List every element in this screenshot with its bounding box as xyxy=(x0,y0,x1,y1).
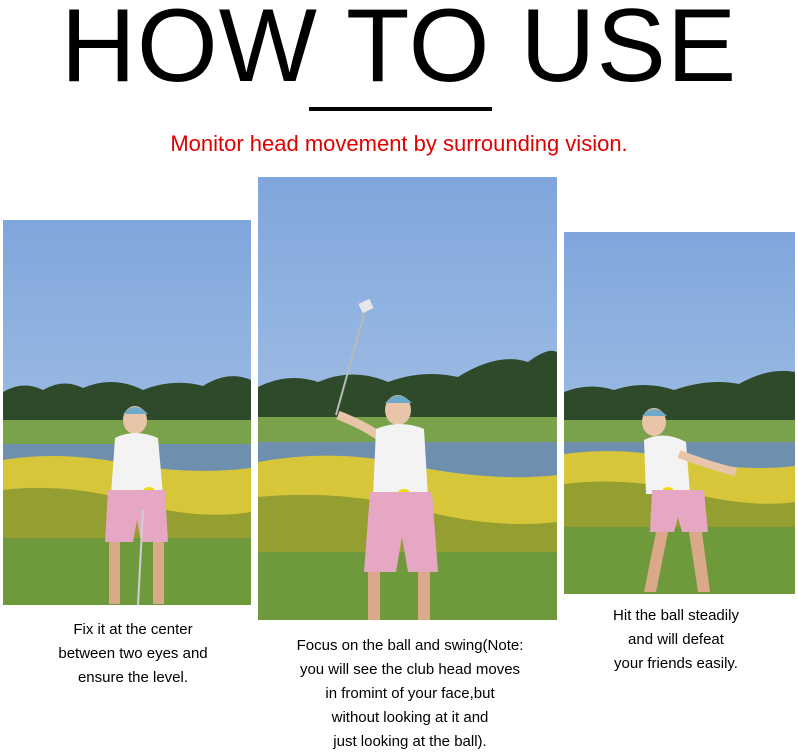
step-2-caption xyxy=(268,634,552,754)
page-title: HOW TO USE xyxy=(60,0,738,104)
caption-line: your friends easily. xyxy=(614,655,738,672)
step-3-caption xyxy=(560,604,792,676)
caption-line: between two eyes and xyxy=(58,645,208,662)
caption-line: in fromint of your face,but xyxy=(325,685,495,702)
golfer-backswing-photo xyxy=(258,177,557,620)
caption-line: you will see the club head moves xyxy=(299,661,521,678)
golfer-address-photo xyxy=(3,220,251,605)
caption-line: just looking at the ball). xyxy=(333,733,487,750)
caption-line: and will defeat xyxy=(628,631,724,648)
page-subtitle: Monitor head movement by surrounding vision. xyxy=(170,131,628,156)
caption-line: Hit the ball steadily xyxy=(613,607,739,624)
caption-line: ensure the level. xyxy=(77,669,189,686)
step-1-caption xyxy=(3,618,263,690)
title-underline xyxy=(309,107,492,111)
caption-line: Fix it at the center xyxy=(73,621,193,638)
caption-line: without looking at it and xyxy=(331,709,489,726)
golfer-downswing-photo xyxy=(564,232,795,594)
caption-line: Focus on the ball and swing(Note: xyxy=(296,637,524,654)
